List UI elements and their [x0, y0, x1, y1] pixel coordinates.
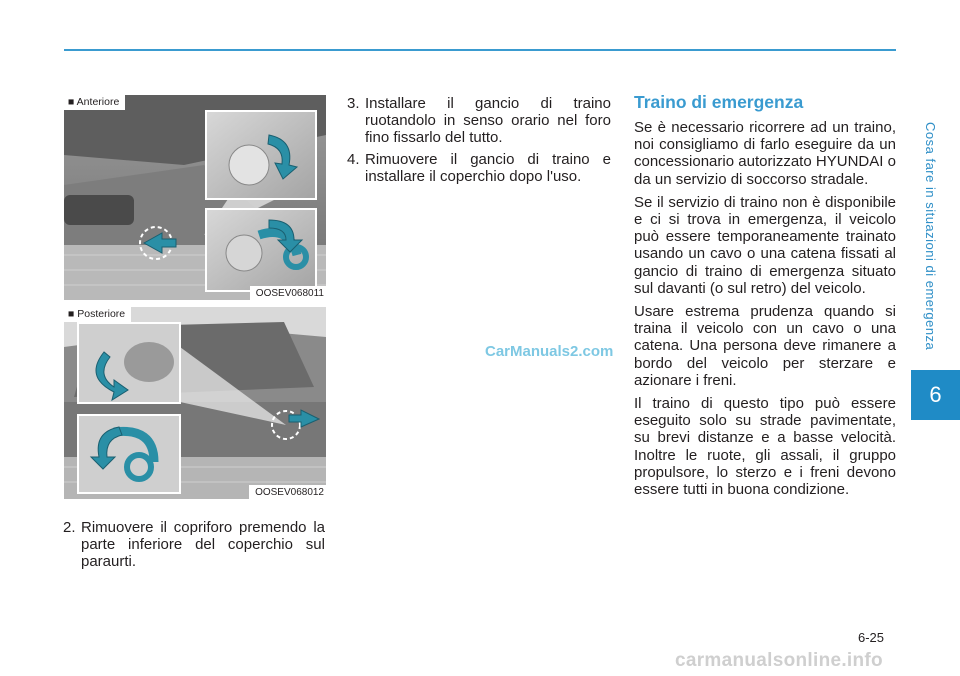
chapter-tab[interactable] — [911, 370, 960, 420]
paragraph: Il traino di questo tipo può essere eseguito solo su strade pavimentate, su brevi distanze e a basse velocità. Inoltre le ruote, gli assali, il gruppo propulsore, lo sterzo e i freni devono essere tutti in buona condizione. — [634, 395, 896, 499]
paragraph: Se il servizio di traino non è disponibile e ci si trova in emergenza, il veicolo può essere temporaneamente trainato usando un cavo o una catena fissati al gancio di traino di emergenza situato sul davanti (o sul retro) del veicolo. — [634, 193, 896, 297]
rear-illustration — [64, 307, 326, 499]
front-illustration — [64, 95, 326, 300]
watermark-link[interactable]: CarManuals2.com — [485, 343, 614, 360]
figure-code-rear: OOSEV068012 — [249, 485, 326, 499]
step-3 — [347, 95, 611, 146]
section-heading: Traino di emergenza — [634, 92, 804, 112]
figure-code-front: OOSEV068011 — [250, 286, 326, 300]
step-number: 4. — [347, 151, 360, 168]
chapter-side-label — [905, 52, 955, 370]
section-body — [634, 119, 896, 504]
chapter-number: 6 — [929, 382, 942, 407]
footer-watermark: carmanualsonline.info — [675, 650, 883, 671]
paragraph: Usare estrema prudenza quando si traina il veicolo con un cavo o una catena. Una persona deve rimanere a bordo del veicolo per sterzare e azionare i freni. — [634, 303, 896, 389]
figure-tag-rear: ■ Posteriore — [64, 307, 131, 322]
figure-front-tow-hook — [64, 95, 326, 300]
page-number: 6-25 — [858, 630, 885, 645]
figure-tag-front: ■ Anteriore — [64, 95, 125, 110]
header-rule — [64, 49, 896, 51]
step-text: Rimuovere il gancio di traino e installare il coperchio dopo l'uso. — [365, 151, 611, 185]
step-2 — [63, 519, 325, 570]
step-text: Rimuovere il copriforo premendo la parte inferiore del coperchio sul paraurti. — [81, 519, 325, 570]
step-number: 2. — [63, 519, 76, 536]
step-text: Installare il gancio di traino ruotandolo in senso orario nel foro fino fissarlo del tutto. — [365, 95, 611, 146]
step-number: 3. — [347, 95, 360, 112]
figure-rear-tow-hook — [64, 307, 326, 499]
paragraph: Se è necessario ricorrere ad un traino, noi consigliamo di farlo eseguire da un concessionario autorizzato HYUNDAI o da un servizio di soccorso stradale. — [634, 119, 896, 188]
chapter-title: Cosa fare in situazioni di emergenza — [923, 122, 938, 351]
step-4 — [347, 151, 611, 185]
